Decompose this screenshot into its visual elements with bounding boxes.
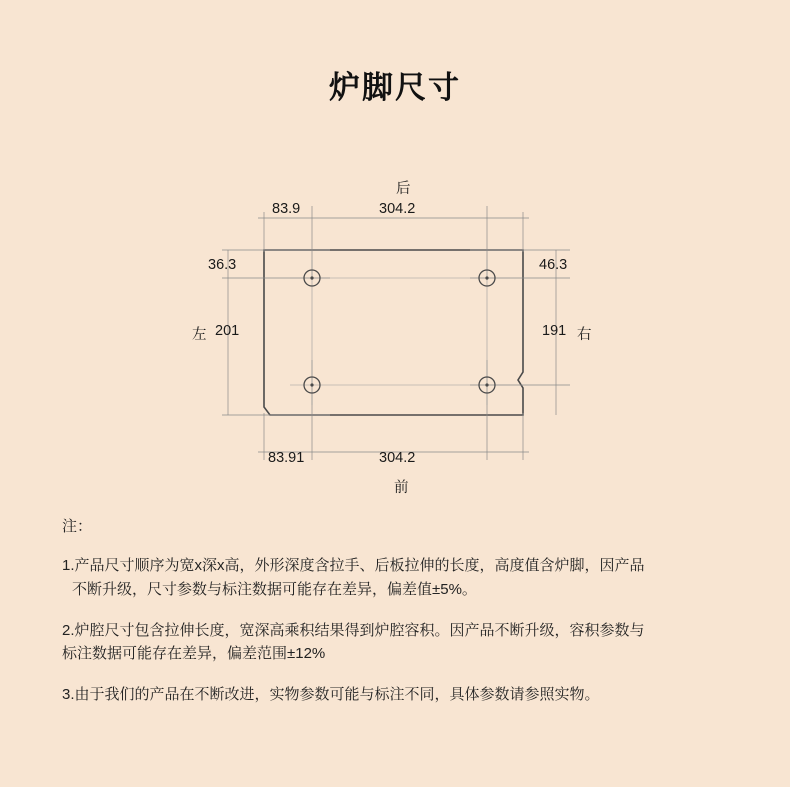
oven-foot-dimension-diagram xyxy=(0,160,790,510)
orientation-label-right: 右 xyxy=(577,327,592,343)
oven-foot-outline xyxy=(264,250,523,415)
note-1-line-2: 不断升级，尺寸参数与标注数据可能存在差异，偏差值±5%。 xyxy=(72,580,477,598)
note-item-3 xyxy=(62,683,742,706)
orientation-label-left: 左 xyxy=(192,327,207,343)
orientation-label-back: 后 xyxy=(396,181,411,197)
page-title: 炉脚尺寸 xyxy=(329,70,461,105)
notes-section xyxy=(62,515,742,725)
note-2-line-2: 标注数据可能存在差异，偏差范围±12% xyxy=(62,645,326,662)
mounting-holes xyxy=(304,270,495,393)
orientation-label-front: 前 xyxy=(394,480,409,496)
notes-heading: 注： xyxy=(62,518,93,535)
dimension-left-top: 36.3 xyxy=(208,257,237,273)
note-item-2 xyxy=(62,619,742,666)
dimension-left-side: 201 xyxy=(215,323,240,339)
dimension-right-top: 46.3 xyxy=(539,257,568,273)
note-3-line-1: 3.由于我们的产品在不断改进，实物参数可能与标注不同，具体参数请参照实物。 xyxy=(62,686,600,704)
extension-lines xyxy=(222,206,570,460)
dimension-right-side: 191 xyxy=(542,323,567,339)
hole-centre-guides xyxy=(290,260,510,405)
dimension-bottom-left: 83.91 xyxy=(268,450,305,466)
note-item-1 xyxy=(62,554,742,601)
note-1-line-1: 1.产品尺寸顺序为宽x深x高，外形深度含拉手、后板拉伸的长度，高度值含炉脚，因产品 xyxy=(62,557,645,575)
dimension-bottom-right: 304.2 xyxy=(379,450,416,466)
dimension-top-right: 304.2 xyxy=(379,201,416,217)
dimension-top-left: 83.9 xyxy=(272,201,301,217)
note-2-line-1: 2.炉腔尺寸包含拉伸长度，宽深高乘积结果得到炉腔容积。因产品不断升级，容积参数与 xyxy=(62,621,645,639)
